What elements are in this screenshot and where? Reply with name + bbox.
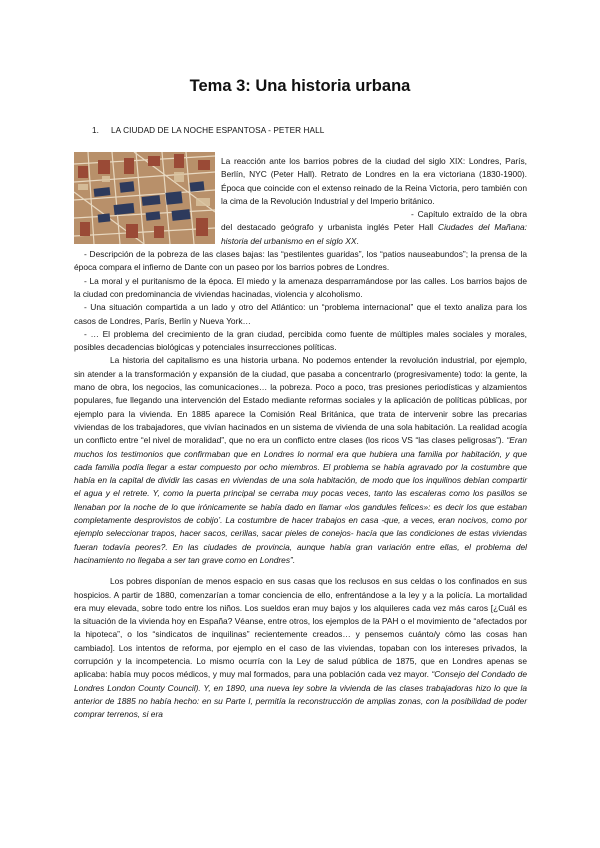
page-title: Tema 3: Una historia urbana: [189, 77, 411, 95]
section-heading: [92, 126, 324, 135]
body-paragraph: [74, 354, 527, 567]
section-heading-text: LA CIUDAD DE LA NOCHE ESPANTOSA - PETER HALL: [111, 126, 325, 135]
bullet-text-end: .: [356, 235, 359, 246]
paragraph-text: La historia del capitalismo es una historia urbana. No podemos entender la revolución industrial, por ejemplo, sin atender a la transformación y expansión de la ciudad, que pasaba a concentrarlo (progresivamente) todo: la gente, la mano de obra, los negocios, las comunicaciones… la pobreza. Poco a poco, tras presiones periodísticas y alzamientos populares, fue llegando una intervención del Estado mediante reformas sociales y la aplicación de políticas públicas, por ejemplo para la vivienda. En 1885 aparece la Comisión Real Británica, que trata de intervenir sobre las precarias viviendas de los trabajadores, que vivían hacinados en un sistema de vivienda de una sola habitación. La realidad acogía un conflicto entre “el nivel de moralidad”, que no era un conflicto entre clases (los ricos VS “las clases peligrosas”).: [74, 355, 527, 446]
bullet-item: - … El problema del crecimiento de la gran ciudad, percibida como fuente de múltiples males sociales y morales, posibles decadencias biológicas y potenciales insurrecciones políticas.: [74, 328, 527, 353]
bullet-item: - Una situación compartida a un lado y otro del Atlántico: un “problema internacional” que el texto analiza para los casos de Londres, París, Berlín y Nueva York…: [74, 302, 527, 326]
quote-text: “Consejo del Condado de Londres London County Council). Y, en 1890, una nueva ley sobre la vivienda de las clases trabajadoras hizo lo que la anterior de 1885 no había hecho: en su Parte I, permitía la reconstrucción de amplias zonas, con la posibilidad de poder comprar terrenos, si era: [74, 669, 527, 720]
book-title: Ciudades del Mañana: historia del urbanismo en el siglo XX: [221, 222, 527, 246]
paragraph-text: Los pobres disponían de menos espacio en sus casas que los reclusos en sus celdas o los confinados en sus hospicios. A partir de 1880, comenzarían a tomar conciencia de ello, enfrentándose a la ley y a la policía. La mortalidad era muy elevada, sobre todo entre los niños. Los sueldos eran muy bajos y los alquileres cada vez más caros [¿Cuál es la situación de la vivienda hoy en España? Véanse, entre otros, los ejemplos de la PAH o el movimiento de “afectados por la hipoteca”, o los “sindicatos de inquilinas” recientemente creados… y pensemos cuánto/y cómo las cosas han cambiado]. Los intentos de reforma, por ejemplo en el caso de las viviendas, topaban con los intereses privados, la corrupción y la incompetencia. Lo mismo ocurría con la Ley de salud pública de 1875, que en Londres apenas se aplicaba: había muy pocos médicos, y muy mal formados, para una población cada vez mayor.: [74, 576, 527, 680]
bullet-item: - Descripción de la pobreza de las clases bajas: las “pestilentes guaridas”, los “patios nauseabundos”; la prensa de la época compara el infierno de Dante con un paseo por los barrios pobres de Londres.: [74, 249, 527, 273]
bullet-text: - Capítulo extraído de la obra del destacado geógrafo y urbanista inglés Peter Hall: [221, 209, 527, 233]
figure-spacer: [74, 155, 221, 248]
bullet-item: - La moral y el puritanismo de la época. El miedo y la amenaza desparramándose por las calles. Los barrios bajos de la ciudad con predominancia de viviendas hacinadas, violencia y alcoholismo.: [74, 275, 527, 299]
document-body: [74, 155, 527, 721]
intro-paragraph: La reacción ante los barrios pobres de la ciudad del siglo XIX: Londres, París, Berlín, NYC (Peter Hall). Retrato de Londres en la era victoriana (1830-1900). Época que coincide con el extenso reinado de la Reina Victoria, pero también con la cima de la Revolución Industrial y del Imperio británico.: [221, 156, 527, 206]
quote-text: “Eran muchos los testimonios que confirmaban que en Londres lo normal era que hubiera una familia por habitación, y que cada familia podía llegar a estar compuesto por ocho miembros. El problema se había agravado por la costumbre que había en la capital de dividir las casas en viviendas de una sola habitación, de modo que los inquilinos debían compartir el agua y el retrete. Y, como la puerta principal se cerraba muy pocas veces, tanto las escaleras como los pasillos se llenaban por la noche de lo que irónicamente se había dado en llamar «los gandules felices»: es decir los que estaban completamente desprovistos de cobijo’. La costumbre de hacer trabajos en casa -que, a veces, eran nocivos, como por ejemplo seleccionar trapos, hacer sacos, cerillas, sacar pieles de conejos- hacía que las condiciones de estas viviendas fueran todavía peores?. En las ciudades de provincia, aunque había gran variación entre ellas, el problema del hacinamiento no llegaba a ser tan grave como en Londres”.: [74, 435, 527, 565]
section-number: 1.: [92, 126, 100, 135]
body-paragraph: [74, 575, 527, 721]
